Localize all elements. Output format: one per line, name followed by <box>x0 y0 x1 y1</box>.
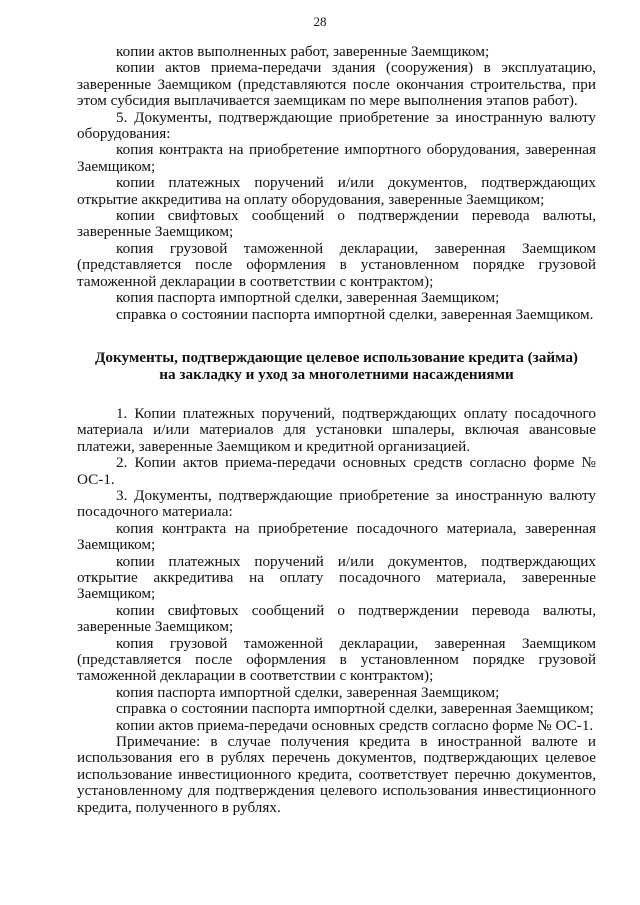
paragraph: копии актов выполненных работ, заверенные Заемщиком; <box>116 43 490 60</box>
paragraph: копия контракта на приобретение посадочного материала, заверенная Заемщиком; <box>77 519 596 554</box>
paragraph: 1. Копии платежных поручений, подтверждающих оплату посадочного материала и/или материалов для установки шпалеры, включая авансовые платежи, заверенные Заемщиком и кредитной организацией. <box>77 404 596 455</box>
page-number: 28 <box>313 14 327 29</box>
paragraph: копии свифтовых сообщений о подтверждении перевода валюты, заверенные Заемщиком; <box>77 207 596 241</box>
paragraph: копия контракта на приобретение импортного оборудования, заверенная Заемщиком; <box>77 141 596 175</box>
paragraph: копия грузовой таможенной декларации, заверенная Заемщиком (представляется после оформления в установленном порядке грузовой таможенной декларации в соответствии с контрактом); <box>77 634 596 685</box>
paragraph: 2. Копии актов приема-передачи основных средств согласно форме № ОС-1. <box>77 454 596 488</box>
paragraph: копии платежных поручений и/или документов, подтверждающих открытие аккредитива на оплату посадочного материала, заверенные Заемщиком; <box>77 552 596 603</box>
paragraph: справка о состоянии паспорта импортной сделки, заверенная Заемщиком; <box>116 700 594 718</box>
section-heading: Документы, подтверждающие целевое использование кредита (займа) на закладку и уход за многолетними насаждениями <box>94 348 578 384</box>
paragraph: копия паспорта импортной сделки, заверенная Заемщиком; <box>116 683 500 701</box>
paragraph: копии платежных поручений и/или документов, подтверждающих открытие аккредитива на оплату оборудования, заверенные Заемщиком; <box>77 174 596 208</box>
paragraph: копии актов приема-передачи здания (сооружения) в эксплуатацию, заверенные Заемщиком (представляются после окончания строительства, при этом субсидия выплачивается заемщикам по мере выполнения этапов работ). <box>77 59 596 110</box>
paragraph: копии актов приема-передачи основных средств согласно форме № ОС-1. <box>116 716 594 734</box>
paragraph: 3. Документы, подтверждающие приобретение за иностранную валюту посадочного материала: <box>77 486 596 521</box>
paragraph: 5. Документы, подтверждающие приобретение за иностранную валюту оборудования: <box>77 108 596 143</box>
paragraph: справка о состоянии паспорта импортной сделки, заверенная Заемщиком. <box>116 305 594 323</box>
paragraph: копия паспорта импортной сделки, заверенная Заемщиком; <box>116 289 500 307</box>
note-paragraph: Примечание: в случае получения кредита в иностранной валюте и использования его в рублях перечень документов, подтверждающих целевое использование инвестиционного кредита, соответствует перечню документов, установленному для подтверждения целевого использования инвестиционного кредита, полученного в рублях. <box>77 733 596 816</box>
document-body <box>77 44 596 816</box>
paragraph: копии свифтовых сообщений о подтверждении перевода валюты, заверенные Заемщиком; <box>77 601 596 636</box>
paragraph: копия грузовой таможенной декларации, заверенная Заемщиком (представляется после оформления в установленном порядке грузовой таможенной декларации в соответствии с контрактом); <box>77 239 596 290</box>
